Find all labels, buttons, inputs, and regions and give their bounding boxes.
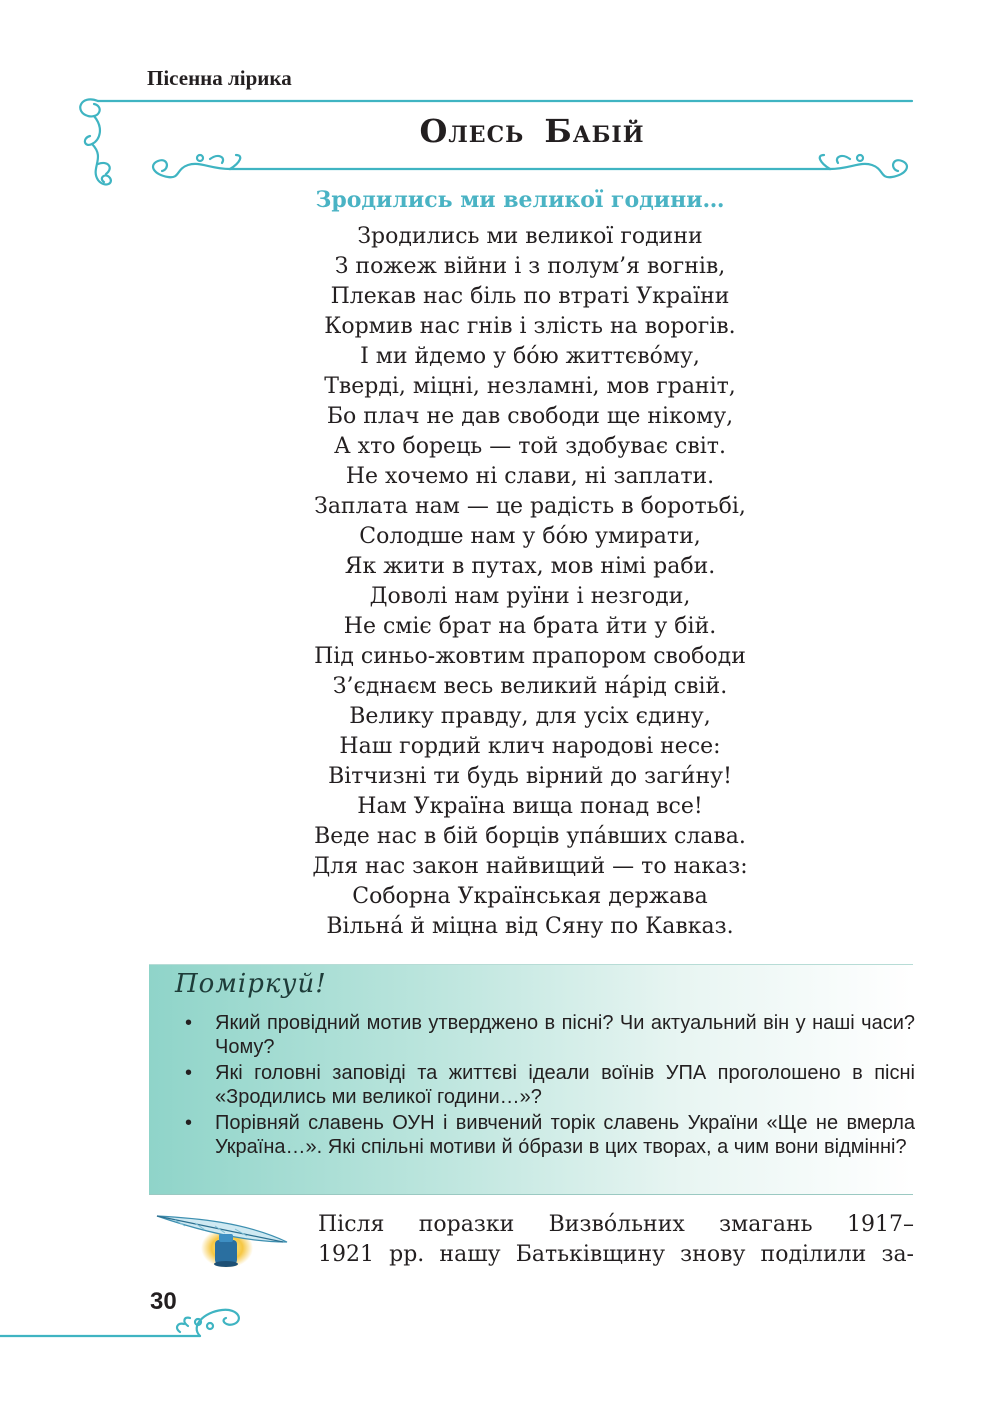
paragraph-line: 1921 рр. нашу Батьківщину знову поділили за- xyxy=(318,1242,914,1267)
poem-line: Плекав нас біль по втраті України xyxy=(330,284,730,309)
poem-line: Вільна́ й міцна від Сяну по Кавказ. xyxy=(326,914,734,939)
poem-line: Соборна Українськая держава xyxy=(352,884,708,909)
body-paragraph xyxy=(318,1210,914,1270)
question-item xyxy=(149,1011,913,1059)
quill-inkwell-icon xyxy=(155,1212,295,1274)
think-title: Поміркуй! xyxy=(175,969,327,999)
question-list xyxy=(149,1011,913,1161)
question-item xyxy=(149,1061,913,1109)
title-ornament xyxy=(140,145,920,190)
poem-line: Не сміє брат на брата йти у бій. xyxy=(343,614,717,639)
poem-line: З пожеж війни і з полум’я вогнів, xyxy=(334,254,726,279)
bullet-icon: • xyxy=(185,1112,193,1134)
poem-line: Заплата нам — це радість в боротьбі, xyxy=(314,494,746,519)
poem-line: Кормив нас гнів і злість на ворогів. xyxy=(324,314,736,339)
question-text: Який провідний мотив утверджено в пісні? Чи актуальний він у наші часи? Чому? xyxy=(215,1012,915,1058)
poem-line: З’єднаєм весь великий на́рід свій. xyxy=(332,674,728,699)
question-item xyxy=(149,1111,913,1159)
poem-line: Для нас закон найвищий — то наказ: xyxy=(312,854,748,879)
poem-line: Тверді, міцні, незламні, мов граніт, xyxy=(324,374,736,399)
page-number: 30 xyxy=(150,1288,177,1315)
footer-ornament xyxy=(0,1292,260,1352)
poem-line: Доволі нам руїни і незгоди, xyxy=(369,584,691,609)
poem-line: Зродились ми великої години xyxy=(357,224,703,249)
poem-line: Солодше нам у бо́ю умирати, xyxy=(359,524,701,549)
poem-line: Вітчизні ти будь вірний до заги́ну! xyxy=(328,764,732,789)
bullet-icon: • xyxy=(185,1012,193,1034)
poem-line: А хто борець — той здобуває світ. xyxy=(334,434,726,459)
poem-line: І ми йдемо у бо́ю життєво́му, xyxy=(360,344,700,369)
poem-title: Зродились ми великої години… xyxy=(315,187,725,213)
poem-line: Велику правду, для усіх єдину, xyxy=(349,704,711,729)
poem-line: Не хочемо ні слави, ні заплати. xyxy=(345,464,715,489)
poem-text xyxy=(200,222,860,942)
poem-line: Під синьо-жовтим прапором свободи xyxy=(314,644,746,669)
poem-line: Наш гордий клич народові несе: xyxy=(339,734,721,759)
bullet-icon: • xyxy=(185,1062,193,1084)
poem-line: Нам Україна вища понад все! xyxy=(357,794,703,819)
author-name: Олесь Бабій xyxy=(419,112,645,150)
question-text: Які головні заповіді та життєві ідеали воїнів УПА проголошено в пісні «Зродились ми великої години…»? xyxy=(215,1062,915,1108)
think-box xyxy=(149,964,913,1195)
poem-line: Як жити в путах, мов німі раби. xyxy=(344,554,716,579)
section-label: Пісенна лірика xyxy=(147,66,292,90)
poem-line: Бо плач не дав свободи ще нікому, xyxy=(326,404,734,429)
paragraph-line: Після поразки Визво́льних змагань 1917– xyxy=(318,1212,914,1237)
poem-line: Веде нас в бій борців упа́вших слава. xyxy=(314,824,746,849)
question-text: Порівняй славень ОУН і вивчений торік славень України «Ще не вмерла Україна…». Які спільні мотиви й о́брази в цих творах, а чим вони відмінні? xyxy=(215,1112,915,1158)
